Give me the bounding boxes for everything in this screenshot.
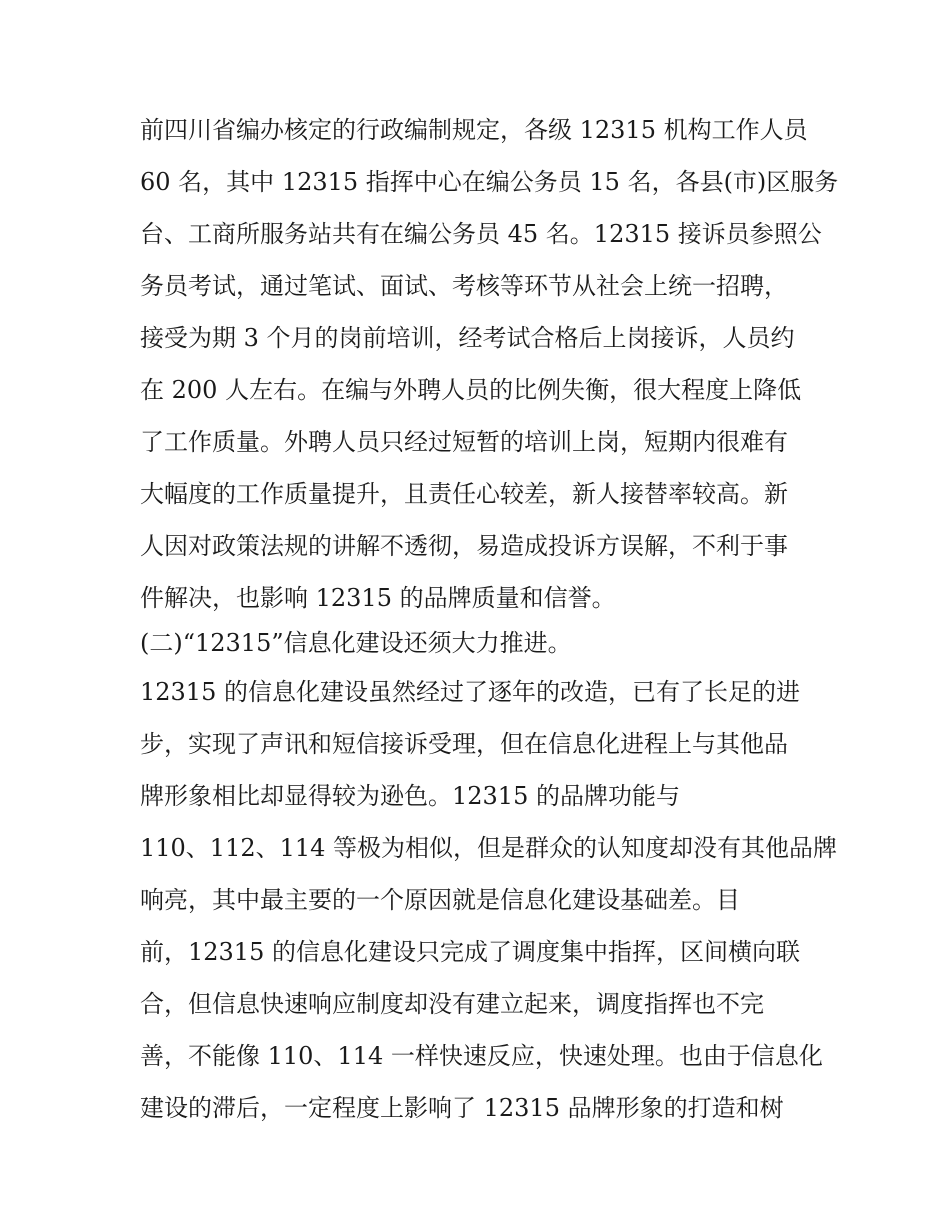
section-heading: (二)“12315”信息化建设还须大力推进。 [140,629,572,657]
text-line: 110、112、114 等极为相似，但是群众的认知度却没有其他品牌 [140,834,838,862]
text-line: 善，不能像 110、114 一样快速反应，快速处理。也由于信息化 [140,1042,823,1070]
text-line: 人因对政策法规的讲解不透彻，易造成投诉方误解，不利于事 [140,532,788,560]
text-line: 建设的滞后，一定程度上影响了 12315 品牌形象的打造和树 [140,1094,784,1122]
text-line: 大幅度的工作质量提升，且责任心较差，新人接替率较高。新 [140,480,788,508]
text-line: 合，但信息快速响应制度却没有建立起来，调度指挥也不完 [140,990,764,1018]
text-line: 响亮，其中最主要的一个原因就是信息化建设基础差。目 [140,886,740,914]
text-line: 步，实现了声讯和短信接诉受理，但在信息化进程上与其他品 [140,730,788,758]
text-line: 了工作质量。外聘人员只经过短暂的培训上岗，短期内很难有 [140,428,788,456]
text-line: 务员考试，通过笔试、面试、考核等环节从社会上统一招聘， [140,272,788,300]
text-line: 台、工商所服务站共有在编公务员 45 名。12315 接诉员参照公 [140,220,822,248]
text-line: 前四川省编办核定的行政编制规定，各级 12315 机构工作人员 [140,116,808,144]
text-line: 接受为期 3 个月的岗前培训，经考试合格后上岗接诉，人员约 [140,324,795,352]
text-line: 牌形象相比却显得较为逊色。12315 的品牌功能与 [140,782,680,810]
text-line: 件解决，也影响 12315 的品牌质量和信誉。 [140,584,616,612]
text-line: 12315 的信息化建设虽然经过了逐年的改造，已有了长足的进 [140,678,800,706]
text-line: 在 200 人左右。在编与外聘人员的比例失衡，很大程度上降低 [140,376,802,404]
text-line: 60 名，其中 12315 指挥中心在编公务员 15 名，各县(市)区服务 [140,168,839,196]
text-line: 前，12315 的信息化建设只完成了调度集中指挥，区间横向联 [140,938,800,966]
